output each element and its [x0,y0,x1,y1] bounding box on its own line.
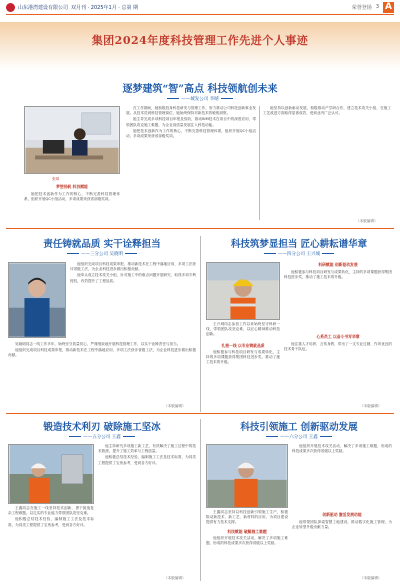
story3-subhead3: 心系员工 以奋斗书写华章 [316,334,360,339]
story1-col-divider [259,106,260,220]
story1-para1: 在工作期间，她积极投身科技研发与管理工作，努力推动公司科技创新事业发展。从技术员到科技管理岗位，她始终保持对新技术的敏锐洞察。 [126,106,256,116]
header-divider [6,14,394,15]
story4-para3: 他积极总结技术经验，编制施工工法及技术标准，为同类工程提供了宝贵参考，受到各方好评。 [98,455,196,465]
story2-para1: 吴晓明同志一线工作多年，始终坚守质量初心，严谨细致地开展科技管理工作，以实干诠释责任与担当。 [15,342,181,346]
story3-text-under-photo [206,322,280,342]
story5-title: 科技引领施工 创新驱动发展 [240,422,358,433]
story5-para1: 王鑫同志坚持以科技创新引领施工生产，积极推动新技术、新工艺、新材料的应用，为项目建设提供有力技术支撑。 [206,510,288,525]
story1-byline: ——城发公司 李晴 [0,96,400,102]
story4-byline: ——五分公司 王鑫 [6,434,198,440]
story1-para2: 她主导完成多项科技项目申报及验收，推动BIM技术在项目中的深度应用，带领团队攻克施工难题，为企业高质量发展注入科技动能。 [126,117,256,127]
story2-title: 责任铸就品质 实干诠释担当 [43,239,161,250]
story3-byline: ——四分公司 王兴城 [204,251,394,257]
story3-para2: 他积极参与科技项目研发与成果转化，主持的多项课题获得集团科技进步奖，推动了施工技术的升级。 [206,350,280,365]
worker-site-photo-image [207,445,287,507]
story2-para3: 他牵头成立技术攻关小组，针对施工中的难点问题开展研究，取得多项专利授权，有效提升了工程品质。 [70,273,196,283]
section-divider-1 [6,228,394,229]
company-logo-icon [6,3,15,12]
header-right [352,2,394,13]
story5-text-col2 [292,444,392,510]
story4-title: 锻造技术利刃 破除施工坚冰 [43,422,161,433]
story1-photo [24,106,120,174]
story2-para2: 他组织完成项目科技成果申报，推动新技术在工程中落地应用，多项工法获评省级工法，为企业科技进步做出积极贡献。 [70,262,196,272]
story3-photo [206,262,280,320]
story5-byline: ——六分公司 王鑫 [204,434,394,440]
story3-text-col2 [284,270,392,332]
story4-note: （本版编辑） [164,576,186,580]
mid-col-divider [200,236,201,412]
story5-text-col1 [206,536,288,580]
bottom-col-divider [200,419,201,581]
story5-text-under-photo [206,510,288,528]
story3-para2b: 他积极参与科技项目研发与成果转化，主持的多项课题获得集团科技进步奖，推动了施工技术的升级。 [284,270,392,280]
story1-text-col1 [126,106,256,224]
story2-byline: ——三分公司 吴晓明 [6,251,198,257]
story4-text-col2 [98,444,196,578]
story1-note: （本版编辑） [356,219,378,223]
story1-text-col2 [263,106,391,218]
story2-note: （本版编辑） [164,404,186,408]
page-label: 荣誉登场 [351,4,372,11]
section-divider-2 [6,413,394,414]
story5-note: （本版编辑） [360,576,382,580]
story3-title: 科技筑梦显担当 匠心耕耘谱华章 [230,239,368,250]
story4-text-col1 [8,506,94,582]
story1-text-under-photo [24,192,120,224]
story3-para1: 王兴城同志参加工作以来始终坚守科研一线，带领团队攻坚克难，以匠心精神推动科技创新。 [206,322,280,337]
story1-para3-extra: 她把技术创新作为工作的核心，不断完善科技管理体系，组织开展QC小组活动，多项成果荣获省部级奖项。 [24,192,120,202]
story1-subhead: 梦想扬帆 科技赋能 [56,184,88,189]
story4-photo [8,444,94,504]
office-photo-image [25,107,119,173]
story1-para3: 她把技术创新作为工作的核心，不断完善科技管理体系，组织开展QC小组活动，多项成果荣获省部级奖项。 [126,128,256,139]
issue-info: 双月刊 · 2025年1月 · 总第 期 [71,4,139,11]
story3-para3: 他注重人才培养，言传身教，带出了一支专业过硬、作风优良的技术骨干队伍。 [284,342,392,352]
story3-note: （本版编辑） [360,404,382,408]
story5-photo [206,444,288,508]
story5-text-col3 [292,520,392,576]
logo-text: 山东港湾建设有限公司 [18,4,69,11]
story5-subhead2: 创新驱动 激活发展动能 [322,512,362,517]
portrait-photo-image [9,263,65,337]
story4-para2: 他主持研究多项施工新工艺，有效解决了施工过程中的技术瓶颈，提升了施工效率与工程质量。 [98,444,196,454]
worker-helmet-photo-image [207,263,279,319]
story5-para2: 他组织开展技术攻关活动，解决了多项施工难题，形成的科技成果多次获得省级以上奖励。 [206,536,288,546]
story5-para2b: 他组织开展技术攻关活动，解决了多项施工难题，形成的科技成果多次获得省级以上奖励。 [292,444,392,454]
story3-subhead1: 科研赋能 创新驱动发展 [318,262,358,267]
story3-text-col1 [206,350,280,408]
story3-text-col3 [284,342,392,404]
story4-para1: 王鑫同志在施工一线坚持技术创新，勇于挑战复杂工程难题，以扎实的专业能力带领团队攻坚克难。 [8,506,94,516]
story2-photo [8,262,66,338]
story3-subhead2: 扎根一线 以专业铸就品质 [221,343,265,348]
story1-title: 逐梦建筑“智”高点 科技领航创未来 [122,84,278,95]
story5-para3: 他带领团队探索智慧工地建设，推动数字化施工管理，为企业转型升级贡献力量。 [292,520,392,530]
site-photo-image [9,445,93,503]
story1-para4: 她坚持以创新驱动发展，积极推动产学研合作，建立技术攻关小组，在施工工艺改进方面取得显著成效，受到业内广泛认可。 [263,106,391,116]
story1-caption: 张晴 [52,177,60,181]
main-title-banner [0,22,400,70]
page-header [0,0,400,14]
main-title: 集团2024年度科技管理工作先进个人事迹 [91,34,309,47]
story2-text-col2 [8,342,196,408]
story2-para2b: 他组织完成项目科技成果申报，推动新技术在工程中落地应用，多项工法获评省级工法，为企业科技进步做出积极贡献。 [8,348,196,358]
page-number: 3 [375,4,379,10]
header-left [6,3,138,12]
story4-para3b: 他积极总结技术经验，编制施工工法及技术标准，为同类工程提供了宝贵参考，受到各方好评。 [8,517,94,527]
story5-subhead1: 科技赋能 破解施工难题 [227,529,267,534]
section-badge: A [383,2,394,13]
